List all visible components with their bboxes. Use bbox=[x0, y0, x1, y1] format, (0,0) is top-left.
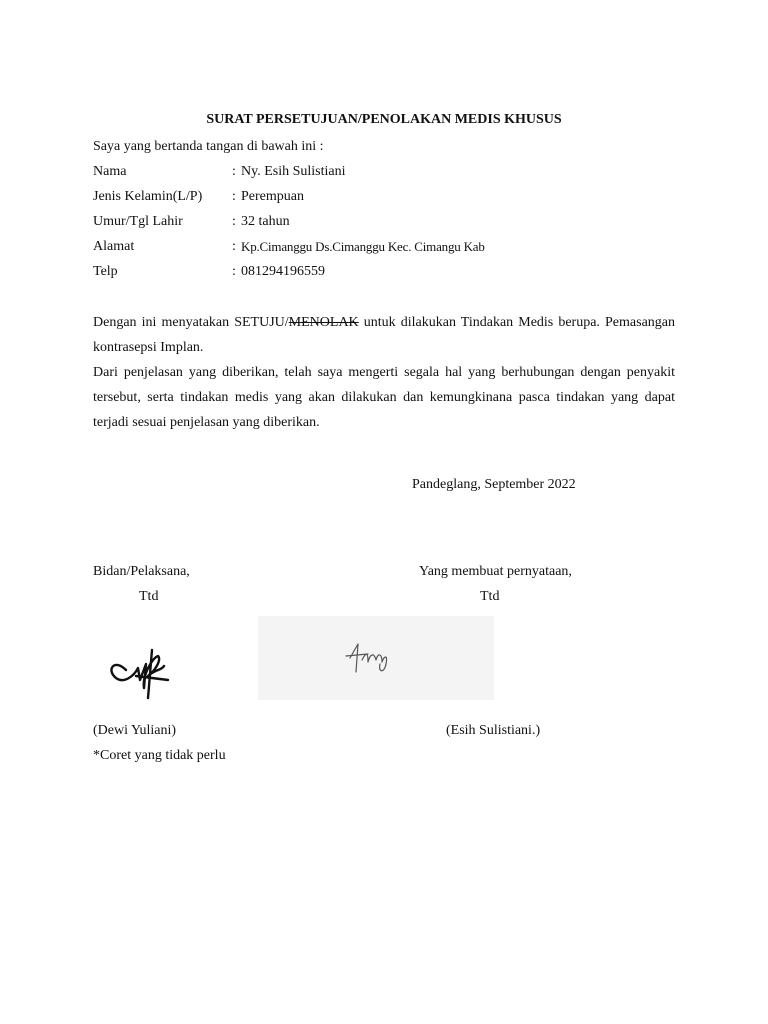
right-signature-drawing bbox=[258, 616, 494, 700]
field-colon: : bbox=[232, 239, 236, 254]
right-ttd: Ttd bbox=[480, 589, 500, 604]
left-ttd: Ttd bbox=[139, 589, 159, 604]
field-label-telp: Telp bbox=[93, 264, 118, 279]
left-signature-drawing bbox=[96, 640, 200, 700]
statement-paragraph bbox=[93, 310, 675, 360]
field-colon: : bbox=[232, 214, 236, 229]
field-label-jenis-kelamin: Jenis Kelamin(L/P) bbox=[93, 189, 203, 204]
field-value-umur: 32 tahun bbox=[241, 214, 290, 229]
field-label-alamat: Alamat bbox=[93, 239, 135, 254]
statement-text: Dengan ini menyatakan SETUJU/ bbox=[93, 315, 289, 330]
right-signer-role: Yang membuat pernyataan, bbox=[419, 564, 572, 579]
document-title: SURAT PERSETUJUAN/PENOLAKAN MEDIS KHUSUS bbox=[206, 112, 562, 127]
field-colon: : bbox=[232, 189, 236, 204]
intro-text: Saya yang bertanda tangan di bawah ini : bbox=[93, 139, 324, 154]
left-signature-image bbox=[96, 640, 200, 700]
field-label-nama: Nama bbox=[93, 164, 127, 179]
place-date: Pandeglang, September 2022 bbox=[412, 477, 576, 492]
right-signature-image bbox=[258, 616, 494, 700]
field-value-alamat: Kp.Cimanggu Ds.Cimanggu Kec. Cimangu Kab bbox=[241, 239, 485, 254]
left-signer-name: (Dewi Yuliani) bbox=[93, 723, 177, 738]
left-signer-role: Bidan/Pelaksana, bbox=[93, 564, 190, 579]
explanation-paragraph: Dari penjelasan yang diberikan, telah saya mengerti segala hal yang berhubungan dengan penyakit tersebut, serta tindakan medis yang akan dilakukan dan kemungkinana pasca tindakan yang dapat terjadi sesuai penjelasan yang diberikan. bbox=[93, 365, 675, 430]
field-value-telp: 081294196559 bbox=[241, 264, 325, 279]
statement-text-end: untuk dilakukan Tindakan Medis berupa. Pemasangan kontrasepsi Implan. bbox=[93, 315, 675, 355]
right-signer-name: (Esih Sulistiani.) bbox=[446, 723, 541, 738]
field-colon: : bbox=[232, 264, 236, 279]
field-colon: : bbox=[232, 164, 236, 179]
field-value-nama: Ny. Esih Sulistiani bbox=[241, 164, 346, 179]
struck-option: MENOLAK bbox=[288, 315, 359, 330]
field-value-jenis-kelamin: Perempuan bbox=[241, 189, 304, 204]
field-label-umur: Umur/Tgl Lahir bbox=[93, 214, 183, 229]
footnote: *Coret yang tidak perlu bbox=[93, 748, 226, 763]
